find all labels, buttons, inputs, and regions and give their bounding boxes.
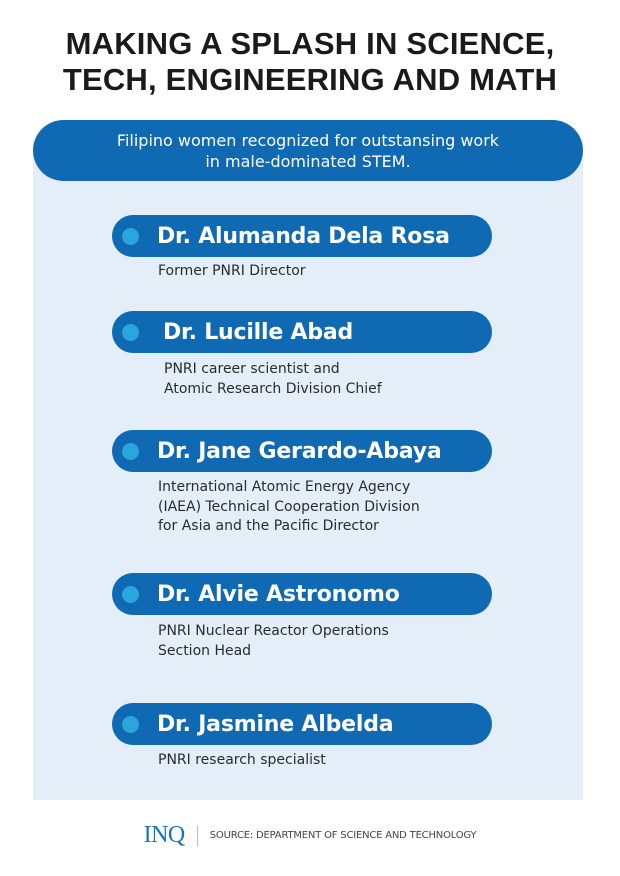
person-description [158, 751, 326, 771]
bullet-dot-icon [122, 324, 139, 341]
person-description [164, 360, 382, 399]
person-name-pill [112, 703, 492, 745]
subtitle-line-2: in male-dominated STEM. [205, 151, 411, 171]
inq-logo: INQ [143, 822, 185, 848]
description-line: Former PNRI Director [158, 263, 306, 279]
title-line-2: TECH, ENGINEERING AND MATH [62, 62, 558, 97]
person-description [158, 622, 389, 661]
person-description [158, 262, 306, 282]
description-line: PNRI research specialist [158, 752, 326, 768]
footer [0, 822, 620, 849]
person-name-pill [112, 573, 492, 615]
description-line: Atomic Research Division Chief [164, 380, 382, 397]
description-line: Section Head [158, 642, 252, 659]
subtitle-line-1: Filipino women recognized for outstansing work [116, 130, 500, 150]
source-text: SOURCE: DEPARTMENT OF SCIENCE AND TECHNOLOGY [209, 830, 477, 841]
bullet-dot-icon [122, 586, 139, 603]
description-line: PNRI Nuclear Reactor Operations [158, 623, 389, 639]
person-name-pill [112, 215, 492, 257]
person-name: Dr. Lucille Abad [163, 319, 354, 345]
person-name: Dr. Jasmine Albelda [157, 711, 394, 737]
divider [197, 826, 198, 846]
person-name: Dr. Jane Gerardo-Abaya [157, 438, 442, 464]
person-name-pill [112, 311, 492, 353]
description-line: (IAEA) Technical Cooperation Division [158, 498, 420, 515]
person-name: Dr. Alumanda Dela Rosa [157, 223, 450, 249]
subtitle-banner [33, 120, 583, 181]
description-line: for Asia and the Pacific Director [158, 518, 379, 534]
title-line-1: MAKING A SPLASH IN SCIENCE, [65, 26, 555, 61]
person-name: Dr. Alvie Astronomo [157, 581, 400, 607]
page-title [0, 26, 620, 98]
person-description [158, 478, 420, 537]
bullet-dot-icon [122, 716, 139, 733]
person-name-pill [112, 430, 492, 472]
description-line: PNRI career scientist and [164, 361, 340, 377]
bullet-dot-icon [122, 228, 139, 245]
description-line: International Atomic Energy Agency [158, 479, 411, 495]
bullet-dot-icon [122, 443, 139, 460]
